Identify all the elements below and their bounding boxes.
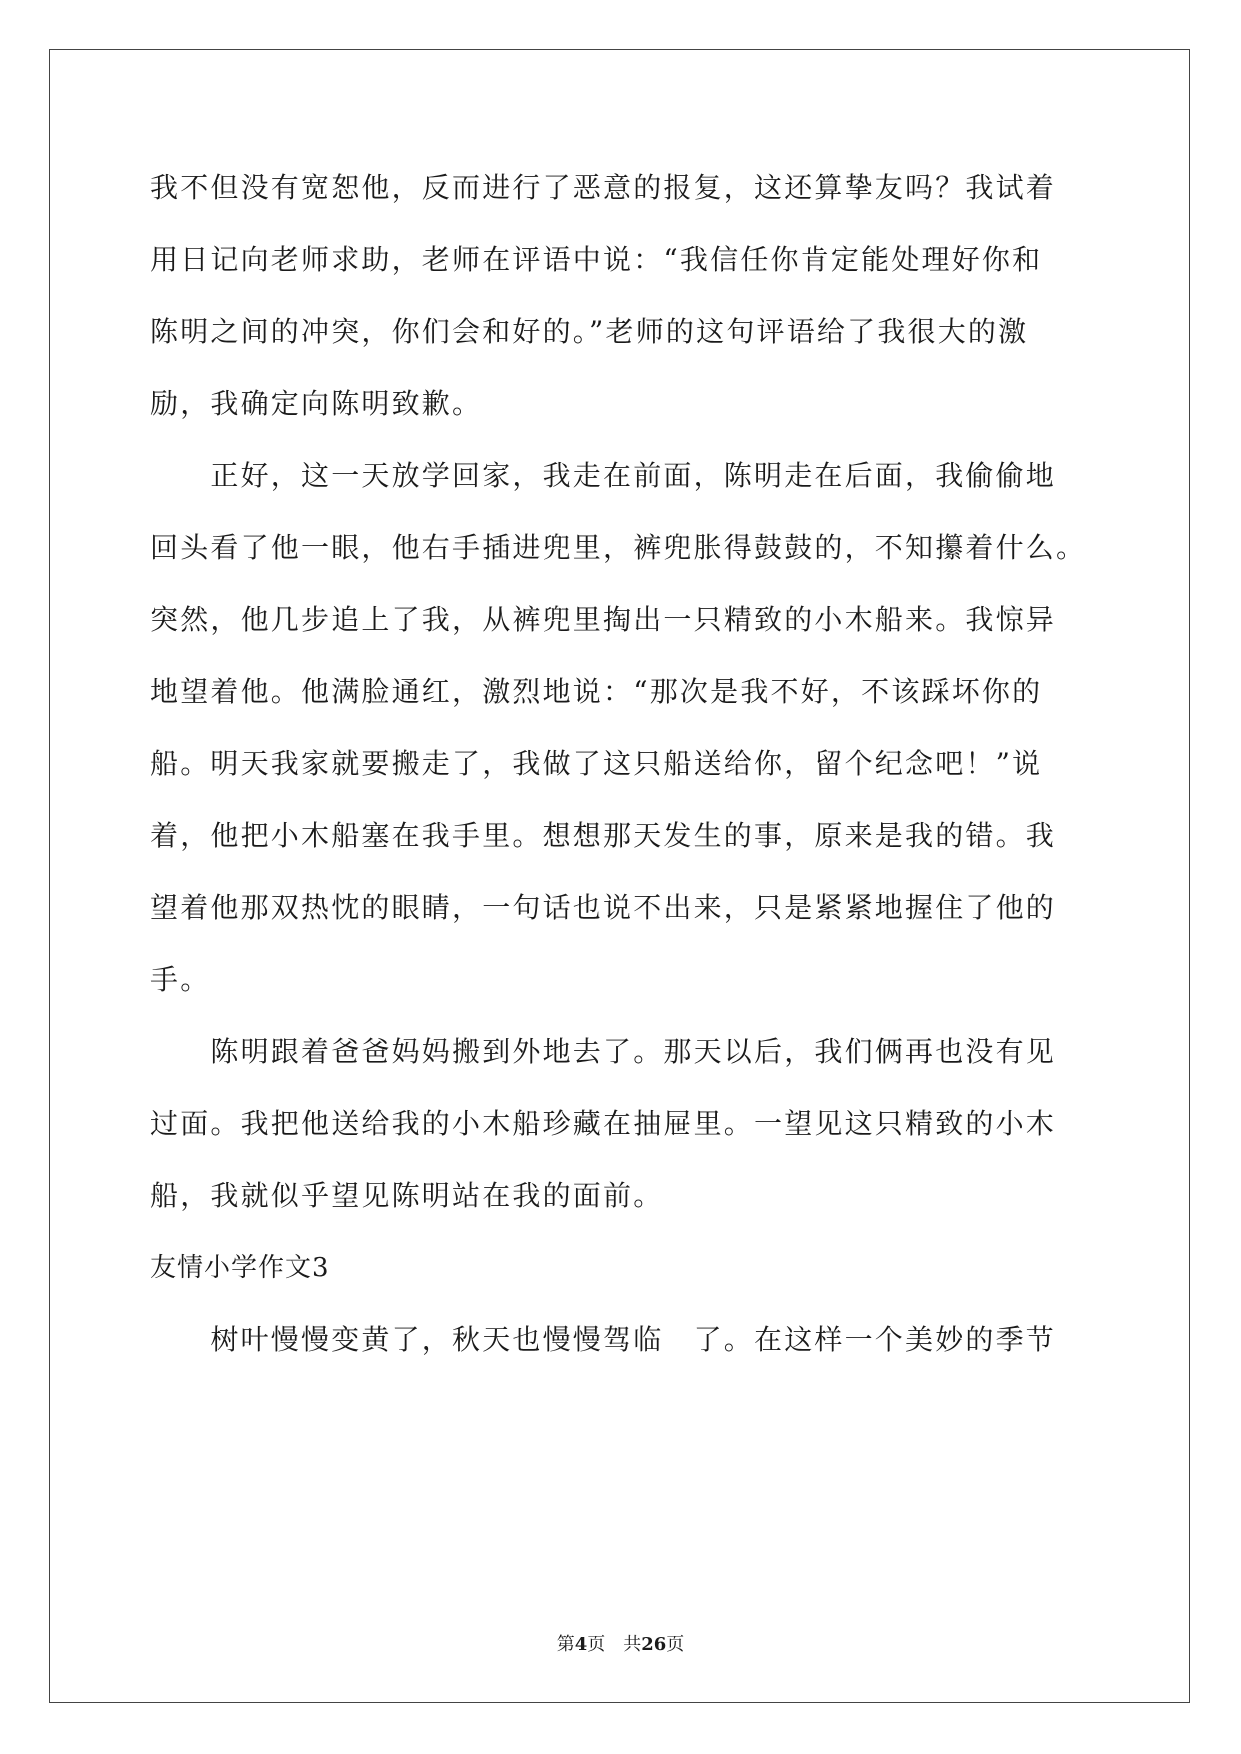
text-line: 突然，他几步追上了我，从裤兜里掏出一只精致的小木船来。我惊异 xyxy=(150,603,1057,636)
text-line: 地望着他。他满脸通红，激烈地说：“那次是我不好，不该踩坏你的 xyxy=(150,675,1043,708)
current-page-number: 4 xyxy=(574,1634,588,1655)
text-line: 陈明跟着爸爸妈妈搬到外地去了。那天以后，我们俩再也没有见 xyxy=(150,1035,1057,1068)
text-line: 用日记向老师求助，老师在评语中说：“我信任你肯定能处理好你和 xyxy=(150,243,1043,276)
text-line: 过面。我把他送给我的小木船珍藏在抽屉里。一望见这只精致的小木 xyxy=(150,1107,1057,1140)
text-line: 励，我确定向陈明致歉。 xyxy=(150,387,483,420)
footer-mid: 页 共 xyxy=(587,1634,642,1655)
section-heading: 友情小学作文3 xyxy=(150,1253,330,1283)
text-line: 陈明之间的冲突，你们会和好的。”老师的这句评语给了我很大的激 xyxy=(150,315,1029,348)
text-line: 船，我就似乎望见陈明站在我的面前。 xyxy=(150,1179,664,1212)
text-line: 树叶慢慢变黄了，秋天也慢慢驾临 了。在这样一个美妙的季节 xyxy=(150,1323,1057,1356)
text-line: 望着他那双热忱的眼睛，一句话也说不出来，只是紧紧地握住了他的 xyxy=(150,891,1057,924)
text-line: 回头看了他一眼，他右手插进兜里，裤兜胀得鼓鼓的，不知攥着什么。 xyxy=(150,531,1087,564)
page-border xyxy=(49,49,1190,1703)
text-line: 船。明天我家就要搬走了，我做了这只船送给你，留个纪念吧！”说 xyxy=(150,747,1043,780)
text-line: 我不但没有宽恕他，反而进行了恶意的报复，这还算挚友吗？我试着 xyxy=(150,171,1057,204)
page-footer xyxy=(0,1630,1241,1656)
text-line: 正好，这一天放学回家，我走在前面，陈明走在后面，我偷偷地 xyxy=(150,459,1057,492)
footer-suffix: 页 xyxy=(666,1634,685,1655)
total-page-count: 26 xyxy=(641,1634,667,1655)
text-line: 着，他把小木船塞在我手里。想想那天发生的事，原来是我的错。我 xyxy=(150,819,1057,852)
footer-prefix: 第 xyxy=(556,1634,575,1655)
text-line: 手。 xyxy=(150,963,211,996)
